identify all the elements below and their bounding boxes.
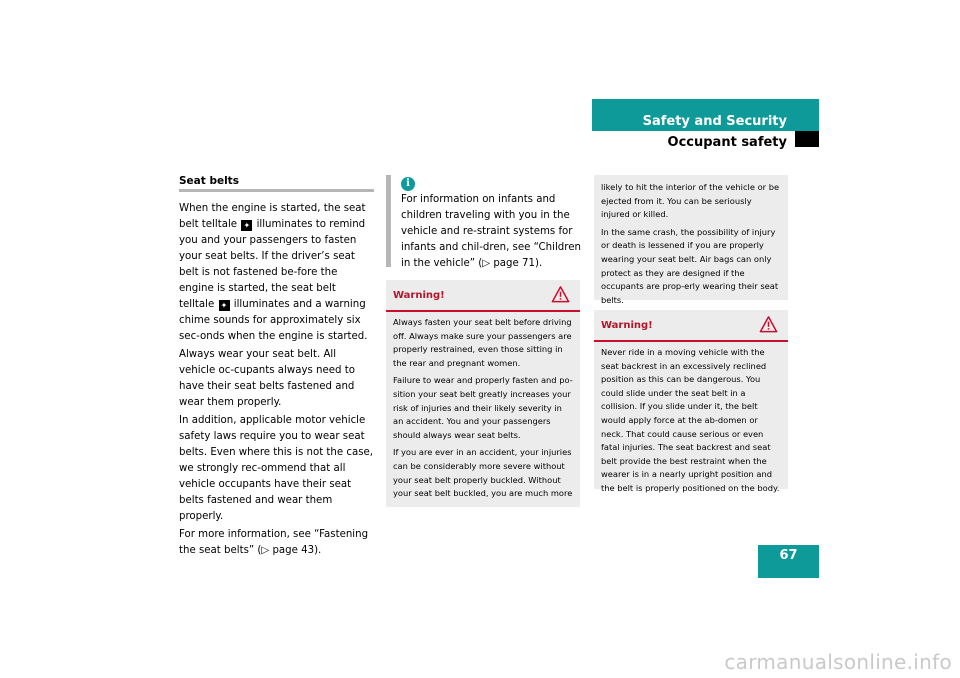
warning-title: Warning! xyxy=(393,290,445,301)
seat-belt-telltale-icon: ✦ xyxy=(219,300,230,311)
info-bar xyxy=(386,175,391,267)
seat-belts-section xyxy=(179,175,374,559)
header-marker xyxy=(795,131,819,147)
page-number: 67 xyxy=(758,545,819,578)
warning-continuation xyxy=(594,175,788,305)
paragraph: Always wear your seat belt. All vehicle oc-cupants always need to have their seat belts fastened and wear them properly. xyxy=(179,349,355,408)
info-text: For information on infants and children traveling with you in the vehicle and re-straint systems for infants and chil-dren, see “Children in the vehicle” (▷ page 71). xyxy=(401,194,581,269)
watermark: carmanualsonline.info xyxy=(724,650,952,674)
warning-rule xyxy=(386,310,580,312)
warning-body: likely to hit the interior of the vehicle or be ejected from it. You can be seriously injured or killed. In the same crash, the possibility of injury or death is lessened if you are properly wearing your seat belt. Air bags can only protect as they are designed if the occupants are prop-erly wearing their seat belts. xyxy=(601,182,780,305)
paragraph: In addition, applicable motor vehicle safety laws require you to wear seat belts. Even where this is not the case, we strongly rec-ommend that all vehicle occupants have their seat belts fastened and wear them properly. xyxy=(179,415,374,522)
seat-belt-telltale-icon: ✦ xyxy=(241,220,252,231)
warning-body: Never ride in a moving vehicle with the seat backrest in an excessively reclined position as this can be dangerous. You could slide under the seat belt in a collision. If you slide under it, the belt would apply force at the ab-domen or neck. That could cause serious or even fatal injuries. The seat backrest and seat belt provide the best restraint when the wearer is in a nearly upright position and the belt is properly positioned on the body. xyxy=(601,347,780,493)
section-heading: Seat belts xyxy=(179,175,239,187)
heading-rule xyxy=(179,189,374,192)
section-title: Safety and Security xyxy=(642,114,787,129)
warning-triangle-icon xyxy=(759,315,778,334)
warning-box xyxy=(386,280,580,507)
warning-body: Always fasten your seat belt before driving off. Always make sure your passengers are properly restrained, even those sitting in the rear and pregnant women. Failure to wear and properly fasten and po-sition your seat belt greatly increases your risk of injuries and their likely severity in an accident. You and your passengers should always wear seat belts. If you are ever in an accident, your injuries can be considerably more severe without your seat belt properly buckled. Without your seat belt buckled, you are much more xyxy=(393,317,573,499)
warning-triangle-icon xyxy=(551,285,570,304)
info-icon: i xyxy=(401,177,415,191)
paragraph: When the engine is started, the seat belt telltale ✦ illuminates to remind you and your passengers to fasten your seat belts. If the driver’s seat belt is not fastened be-fore the engine is started, the seat belt telltale ✦ illuminates and a warning chime sounds for approximately six sec-onds when the engine is started. xyxy=(179,203,368,342)
paragraph: For more information, see “Fastening the seat belts” (▷ page 43). xyxy=(179,529,369,556)
subsection-title: Occupant safety xyxy=(667,135,787,150)
warning-rule xyxy=(594,340,788,342)
warning-box xyxy=(594,310,788,493)
warning-title: Warning! xyxy=(601,320,653,331)
